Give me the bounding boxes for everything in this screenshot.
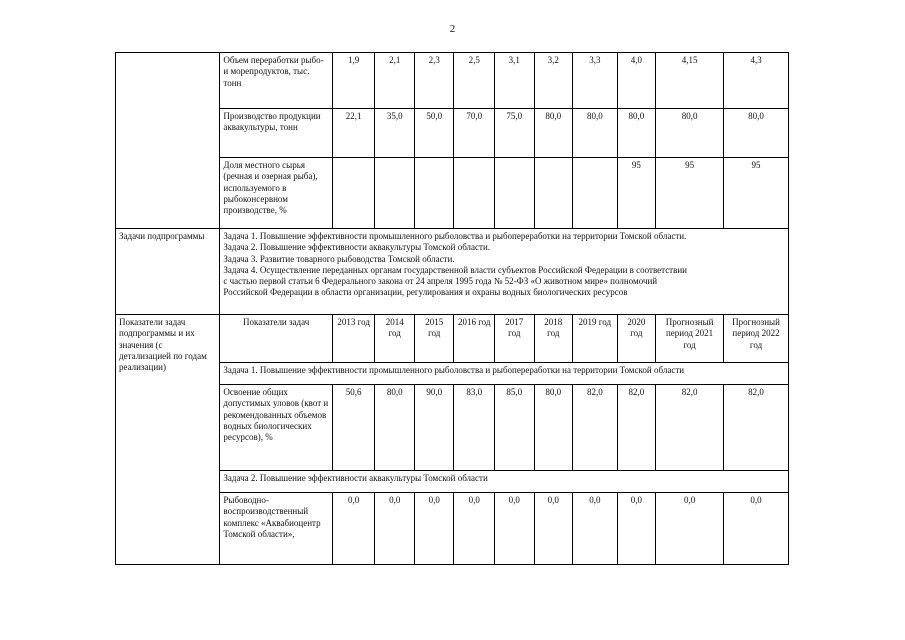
value-cell: 80,0 bbox=[534, 385, 573, 471]
tasks-list bbox=[220, 229, 789, 315]
value-cell: 0,0 bbox=[414, 493, 454, 565]
program-table bbox=[115, 52, 789, 565]
column-header: Прогнозный период 2022 год bbox=[724, 315, 789, 363]
value-cell bbox=[375, 158, 415, 229]
column-header: 2015 год bbox=[414, 315, 454, 363]
column-header: 2016 год bbox=[454, 315, 495, 363]
value-cell: 82,0 bbox=[724, 385, 789, 471]
value-cell: 35,0 bbox=[375, 109, 415, 158]
task-line: Задача 4. Осуществление переданных органам государственной власти субъектов Российской Федерации в соответствии bbox=[223, 264, 688, 275]
value-cell: 82,0 bbox=[573, 385, 618, 471]
value-cell: 85,0 bbox=[495, 385, 535, 471]
value-cell: 50,6 bbox=[332, 385, 375, 471]
value-cell: 3,3 bbox=[573, 53, 618, 109]
value-cell: 95 bbox=[656, 158, 724, 229]
column-header: 2014 год bbox=[375, 315, 415, 363]
value-cell bbox=[573, 158, 618, 229]
page-number: 2 bbox=[449, 23, 456, 35]
value-cell: 22,1 bbox=[332, 109, 375, 158]
value-cell: 0,0 bbox=[617, 493, 656, 565]
task-line: Задача 3. Развитие товарного рыбоводства Томской области. bbox=[223, 253, 455, 264]
indicator-name: Производство продукции аквакультуры, тонн bbox=[220, 109, 333, 158]
value-cell: 90,0 bbox=[414, 385, 454, 471]
table-row bbox=[116, 53, 789, 109]
column-header: 2017 год bbox=[495, 315, 535, 363]
value-cell: 1,9 bbox=[332, 53, 375, 109]
column-header: Показатели задач bbox=[220, 315, 333, 363]
column-header: Прогнозный период 2021 год bbox=[656, 315, 724, 363]
value-cell bbox=[534, 158, 573, 229]
value-cell: 3,1 bbox=[495, 53, 535, 109]
value-cell: 4,0 bbox=[617, 53, 656, 109]
value-cell: 3,2 bbox=[534, 53, 573, 109]
value-cell: 75,0 bbox=[495, 109, 535, 158]
value-cell: 80,0 bbox=[724, 109, 789, 158]
value-cell bbox=[454, 158, 495, 229]
value-cell bbox=[495, 158, 535, 229]
value-cell: 0,0 bbox=[656, 493, 724, 565]
value-cell: 95 bbox=[617, 158, 656, 229]
value-cell: 2,5 bbox=[454, 53, 495, 109]
value-cell: 50,0 bbox=[414, 109, 454, 158]
indicator-name: Освоение общих допустимых уловов (квот и рекомендованных объемов водных биологических ресурсов), % bbox=[220, 385, 333, 471]
task-title: Задача 1. Повышение эффективности промышленного рыболовства и рыбопереработки на территории Томской области bbox=[220, 363, 789, 385]
value-cell: 82,0 bbox=[617, 385, 656, 471]
value-cell: 0,0 bbox=[332, 493, 375, 565]
value-cell bbox=[332, 158, 375, 229]
value-cell: 80,0 bbox=[375, 385, 415, 471]
task-line: Задача 1. Повышение эффективности промышленного рыболовства и рыбопереработки на территории Томской области. bbox=[223, 231, 687, 241]
indicators-label: Показатели задач подпрограммы и их значения (с детализацией по годам реализации) bbox=[116, 315, 220, 565]
value-cell: 70,0 bbox=[454, 109, 495, 158]
table-header-row bbox=[116, 315, 789, 363]
table-row bbox=[116, 229, 789, 315]
indicator-name: Рыбоводно-воспроизводственный комплекс «Аквабиоцентр Томской области», bbox=[220, 493, 333, 565]
value-cell: 80,0 bbox=[617, 109, 656, 158]
task-line: с частью первой статьи 6 Федерального закона от 24 апреля 1995 года № 52-ФЗ «О животном мире» полномочий bbox=[223, 276, 658, 286]
value-cell: 80,0 bbox=[534, 109, 573, 158]
value-cell: 2,1 bbox=[375, 53, 415, 109]
value-cell bbox=[414, 158, 454, 229]
column-header: 2013 год bbox=[332, 315, 375, 363]
column-header: 2020 год bbox=[617, 315, 656, 363]
value-cell: 2,3 bbox=[414, 53, 454, 109]
value-cell: 4,3 bbox=[724, 53, 789, 109]
indicator-name: Объем переработки рыбо- и морепродуктов, тыс. тонн bbox=[220, 53, 333, 109]
task-line: Российской Федерации в области организации, регулирования и охраны водных биологических ресурсов bbox=[223, 287, 628, 298]
value-cell: 0,0 bbox=[495, 493, 535, 565]
tasks-label: Задачи подпрограммы bbox=[116, 229, 220, 315]
value-cell: 0,0 bbox=[573, 493, 618, 565]
value-cell: 0,0 bbox=[534, 493, 573, 565]
value-cell: 0,0 bbox=[724, 493, 789, 565]
value-cell: 83,0 bbox=[454, 385, 495, 471]
indicator-name: Доля местного сырья (речная и озерная рыба), используемого в рыбоконсервном производстве, % bbox=[220, 158, 333, 229]
value-cell: 82,0 bbox=[656, 385, 724, 471]
column-header: 2018 год bbox=[534, 315, 573, 363]
task-line: Задача 2. Повышение эффективности аквакультуры Томской области. bbox=[223, 242, 491, 253]
value-cell: 80,0 bbox=[573, 109, 618, 158]
task-title: Задача 2. Повышение эффективности аквакультуры Томской области bbox=[220, 471, 789, 493]
value-cell: 4,15 bbox=[656, 53, 724, 109]
value-cell: 0,0 bbox=[454, 493, 495, 565]
value-cell: 0,0 bbox=[375, 493, 415, 565]
value-cell: 80,0 bbox=[656, 109, 724, 158]
value-cell: 95 bbox=[724, 158, 789, 229]
empty-label-cell bbox=[116, 53, 220, 229]
column-header: 2019 год bbox=[573, 315, 618, 363]
